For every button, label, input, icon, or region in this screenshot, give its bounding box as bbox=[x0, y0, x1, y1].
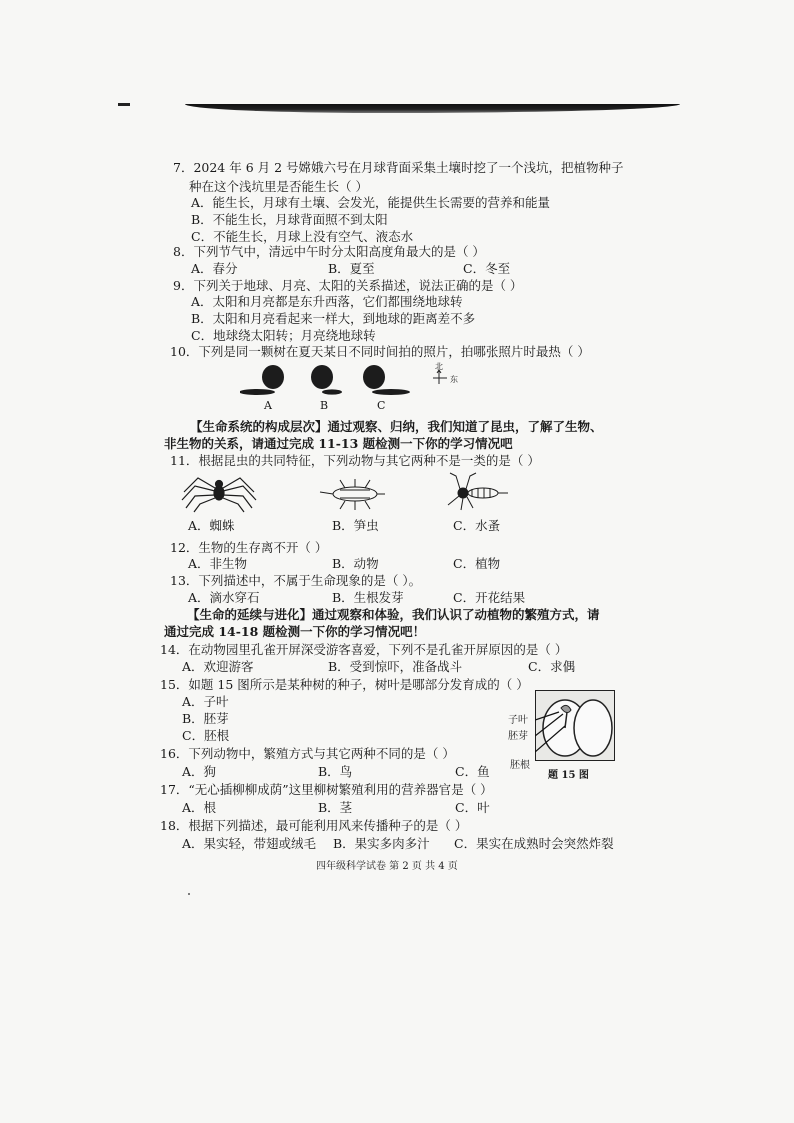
section-1-line-1: 【生命系统的构成层次】通过观察、归纳，我们知道了昆虫，了解了生物、 bbox=[190, 419, 603, 434]
question-15-text: 15．如题 15 图所示是某种树的种子，树叶是哪部分发育成的（ ） bbox=[160, 677, 529, 692]
tree-c-icon bbox=[363, 365, 410, 395]
section-2-line-1: 【生命的延续与进化】通过观察和体验，我们认识了动植物的繁殖方式，请 bbox=[187, 607, 600, 622]
question-11-option-b: B．笋虫 bbox=[332, 518, 379, 533]
figure-label-a: A bbox=[264, 399, 272, 412]
question-16-text: 16．下列动物中，繁殖方式与其它两种不同的是（ ） bbox=[160, 746, 455, 761]
seed-diagram bbox=[535, 690, 615, 762]
section-1-line-2: 非生物的关系，请通过完成 11-13 题检测一下你的学习情况吧 bbox=[164, 436, 513, 451]
question-8-option-c: C．冬至 bbox=[463, 261, 511, 276]
question-8-option-a: A．春分 bbox=[191, 261, 238, 276]
question-16-option-c: C．鱼 bbox=[455, 764, 490, 779]
bamboo-weevil-icon bbox=[320, 479, 385, 510]
question-8-option-b: B．夏至 bbox=[328, 261, 375, 276]
question-18-option-c: C．果实在成熟时会突然炸裂 bbox=[454, 836, 614, 851]
question-7-option-b: B．不能生长，月球背面照不到太阳 bbox=[191, 212, 388, 227]
section-2-line-2: 通过完成 14-18 题检测一下你的学习情况吧！ bbox=[164, 624, 426, 639]
question-13-option-a: A．滴水穿石 bbox=[188, 590, 260, 605]
question-13-option-b: B．生根发芽 bbox=[332, 590, 404, 605]
question-13-option-c: C．开花结果 bbox=[453, 590, 526, 605]
question-12-option-a: A．非生物 bbox=[188, 556, 248, 571]
tree-a-icon bbox=[240, 365, 284, 395]
question-15-option-a: A．子叶 bbox=[182, 694, 229, 709]
compass-icon bbox=[433, 370, 447, 384]
question-17-option-a: A．根 bbox=[182, 800, 217, 815]
seed-label-radicle: 胚根 bbox=[510, 760, 530, 771]
question-7-line-2: 种在这个浅坑里是否能生长（ ） bbox=[189, 179, 368, 194]
question-9-option-b: B．太阳和月亮看起来一样大，到地球的距离差不多 bbox=[191, 311, 476, 326]
question-14-option-a: A．欢迎游客 bbox=[182, 659, 254, 674]
question-18-option-b: B．果实多肉多汁 bbox=[333, 836, 430, 851]
question-12-option-c: C．植物 bbox=[453, 556, 501, 571]
question-12-text: 12．生物的生存离不开（ ） bbox=[170, 540, 328, 555]
seed-label-cotyledon: 子叶 bbox=[508, 715, 528, 726]
question-9-option-c: C．地球绕太阳转；月亮绕地球转 bbox=[191, 328, 376, 343]
question-15-option-c: C．胚根 bbox=[182, 728, 230, 743]
scan-edge-mark bbox=[118, 103, 130, 106]
figure-label-c: C bbox=[377, 399, 386, 412]
question-18-text: 18．根据下列描述，最可能利用风来传播种子的是（ ） bbox=[160, 818, 468, 833]
question-12-option-b: B．动物 bbox=[332, 556, 379, 571]
question-11-text: 11．根据昆虫的共同特征，下列动物与其它两种不是一类的是（ ） bbox=[170, 453, 540, 468]
question-8-text: 8．下列节气中，清远中午时分太阳高度角最大的是（ ） bbox=[173, 244, 485, 259]
question-14-option-c: C．求偶 bbox=[528, 659, 576, 674]
question-7-option-a: A．能生长，月球有土壤、会发光，能提供生长需要的营养和能量 bbox=[191, 195, 551, 210]
figure-label-b: B bbox=[320, 399, 329, 412]
question-18-option-a: A．果实轻，带翅或绒毛 bbox=[182, 836, 317, 851]
question-17-text: 17．“无心插柳柳成荫”这里柳树繁殖利用的营养器官是（ ） bbox=[160, 782, 493, 797]
seed-label-plumule: 胚芽 bbox=[508, 731, 528, 742]
scan-shadow-bar bbox=[185, 104, 680, 113]
compass-north-label: 北 bbox=[435, 362, 443, 371]
cotyledon-right-icon bbox=[574, 700, 612, 756]
tree-b-icon bbox=[311, 365, 342, 395]
question-17-option-b: B．茎 bbox=[318, 800, 353, 815]
question-9-text: 9．下列关于地球、月亮、太阳的关系描述，说法正确的是（ ） bbox=[173, 278, 523, 293]
page-footer: 四年级科学试卷 第 2 页 共 4 页 bbox=[316, 861, 458, 872]
question-11-option-a: A．蜘蛛 bbox=[188, 518, 235, 533]
question-10-text: 10．下列是同一颗树在夏天某日不同时间拍的照片，拍哪张照片时最热（ ） bbox=[170, 344, 590, 359]
question-9-option-a: A．太阳和月亮都是东升西落，它们都围绕地球转 bbox=[191, 294, 463, 309]
tree-shadow-figure bbox=[240, 360, 455, 412]
question-11-option-c: C．水蚤 bbox=[453, 518, 501, 533]
question-14-text: 14．在动物园里孔雀开屏深受游客喜爱，下列不是孔雀开屏原因的是（ ） bbox=[160, 642, 568, 657]
compass-east-label: 东 bbox=[450, 375, 458, 384]
question-13-text: 13．下列描述中，不属于生命现象的是（ ）。 bbox=[170, 573, 422, 588]
figure-15-caption: 题 15 图 bbox=[548, 770, 589, 781]
animals-figure bbox=[180, 472, 510, 514]
water-flea-icon bbox=[448, 473, 508, 510]
question-7-line-1: 7．2024 年 6 月 2 号嫦娥六号在月球背面采集土壤时挖了一个浅坑，把植物种子 bbox=[173, 160, 624, 175]
question-16-option-b: B．鸟 bbox=[318, 764, 353, 779]
question-7-option-c: C．不能生长，月球上没有空气、液态水 bbox=[191, 229, 414, 244]
question-14-option-b: B．受到惊吓，准备战斗 bbox=[328, 659, 463, 674]
question-16-option-a: A．狗 bbox=[182, 764, 217, 779]
scan-speck bbox=[188, 893, 190, 895]
question-15-option-b: B．胚芽 bbox=[182, 711, 229, 726]
question-17-option-c: C．叶 bbox=[455, 800, 490, 815]
spider-icon bbox=[182, 478, 256, 512]
